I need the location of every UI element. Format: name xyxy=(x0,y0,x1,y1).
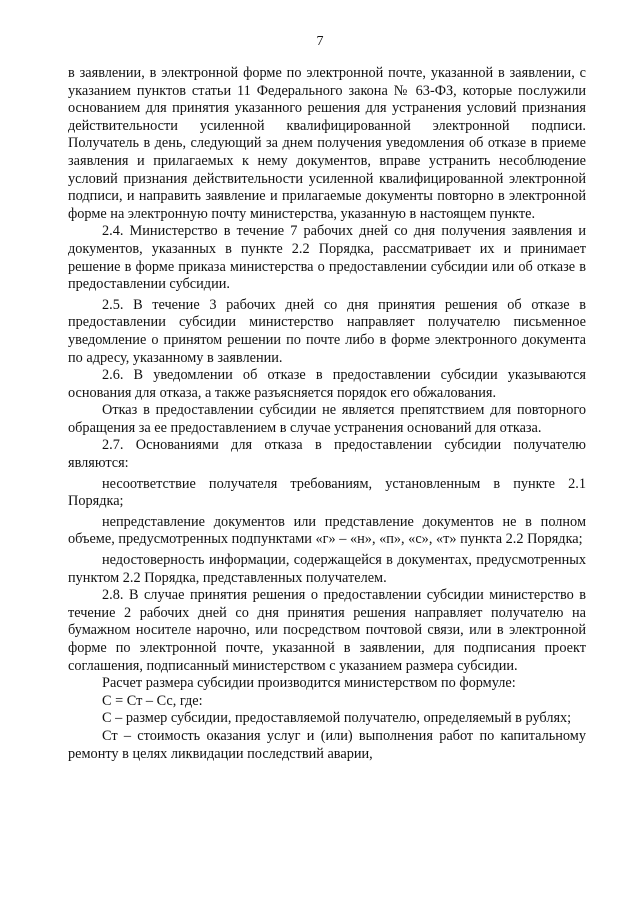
definition-ct: Ст – стоимость оказания услуг и (или) выполнения работ по капитальному ремонту в целях ликвидации последствий аварии, xyxy=(68,727,586,762)
page-number: 7 xyxy=(316,34,324,49)
paragraph-refusal-note: Отказ в предоставлении субсидии не является препятствием для повторного обращения за ее предоставлением в случае устранения оснований для отказа. xyxy=(68,402,586,436)
paragraph-formula-intro: Расчет размера субсидии производится министерством по формуле: xyxy=(102,675,516,692)
list-item-inaccuracy: недостоверность информации, содержащейся в документах, предусмотренных пунктом 2.2 Порядка, представленных получателем. xyxy=(68,552,586,586)
paragraph-continuation: в заявлении, в электронной форме по электронной почте, указанной в заявлении, с указанием пунктов статьи 11 Федерального закона № 63-ФЗ, которые послужили основанием для принятия указанного решения для устранения условий признания действительности усиленной квалифицированной электронной подписи. Получатель в день, следующий за днем получения уведомления об отказе в приеме заявления и прилагаемых к нему документов, вправе устранить несоблюдение условий признания действительности усиленной квалифицированной электронной подписи, и направить заявление и прилагаемые документы повторно в электронной форме на электронную почту министерства, указанную в настоящем пункте. xyxy=(68,65,586,222)
paragraph-2-5: 2.5. В течение 3 рабочих дней со дня принятия решения об отказе в предоставлении субсидии министерство направляет получателю письменное уведомление о принятом решении по почте либо в форме электронного документа по адресу, указанному в заявлении. xyxy=(68,296,586,366)
paragraph-2-6: 2.6. В уведомлении об отказе в предоставлении субсидии указываются основания для отказа, а также разъясняется порядок его обжалования. xyxy=(68,367,586,401)
paragraph-2-8: 2.8. В случае принятия решения о предоставлении субсидии министерство в течение 2 рабочих дней со дня принятия решения направляет получателю на бумажном носителе нарочно, или посредством почтовой связи, или в электронной форме по электронной почте, указанной в заявлении, для подписания проект соглашения, подписанный министерством с указанием размера субсидии. xyxy=(68,587,586,674)
definition-c: С – размер субсидии, предоставляемой получателю, определяемый в рублях; xyxy=(102,710,572,727)
paragraph-2-7: 2.7. Основаниями для отказа в предоставлении субсидии получателю являются: xyxy=(68,437,586,472)
paragraph-2-4: 2.4. Министерство в течение 7 рабочих дней со дня получения заявления и документов, указанных в пункте 2.2 Порядка, рассматривает их и принимает решение в форме приказа министерства о предоставлении субсидии или об отказе в предоставлении субсидии. xyxy=(68,223,586,293)
list-item-noncompliance: несоответствие получателя требованиям, установленным в пункте 2.1 Порядка; xyxy=(68,475,586,510)
document-body xyxy=(68,65,586,763)
formula: С = Ст – Сс, где: xyxy=(102,692,203,709)
list-item-documents: непредставление документов или представление документов не в полном объеме, предусмотренных подпунктами «г» – «н», «п», «с», «т» пункта 2.2 Порядка; xyxy=(68,513,586,548)
